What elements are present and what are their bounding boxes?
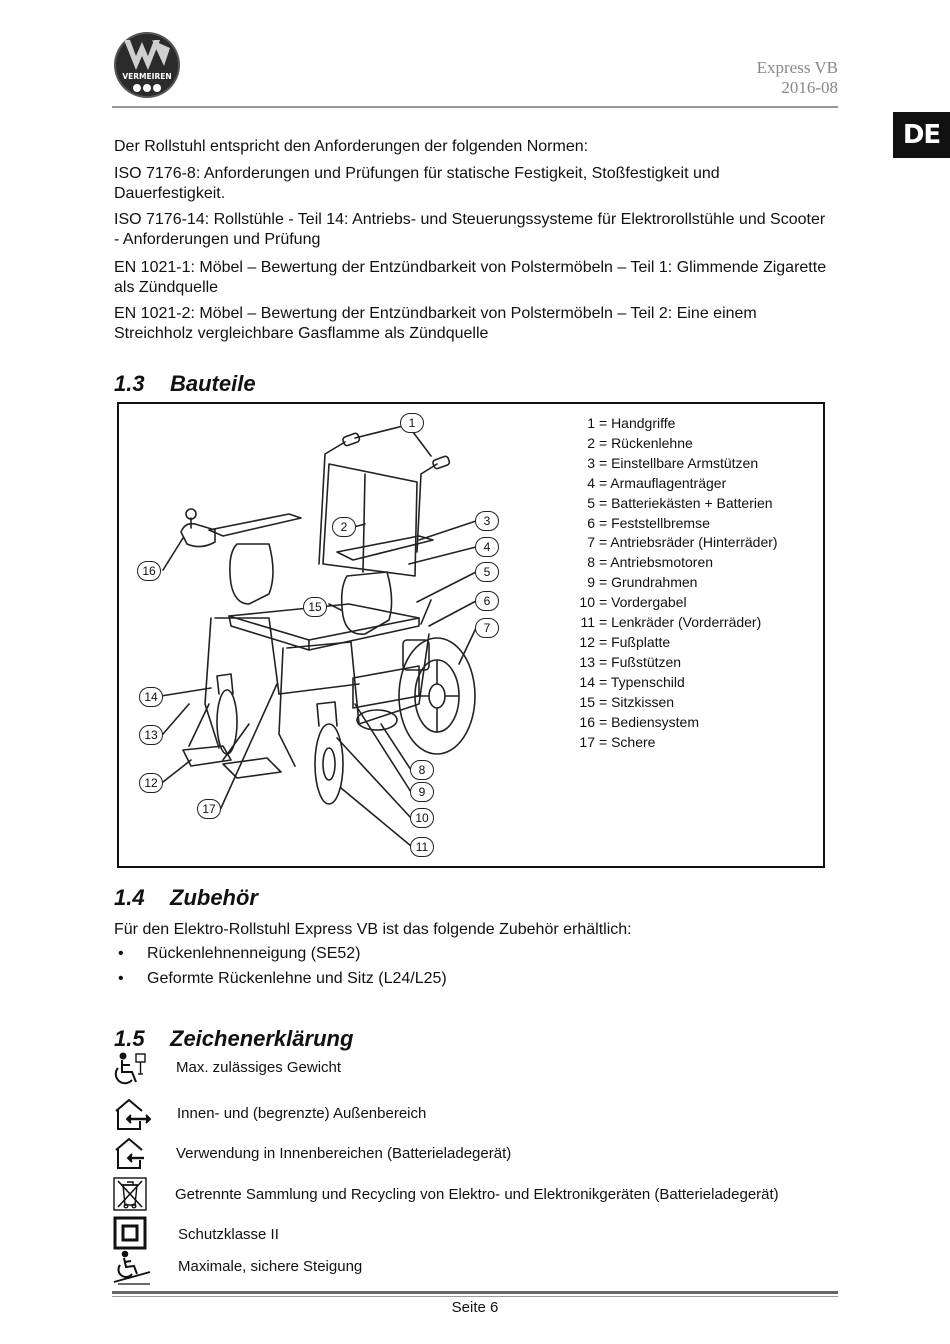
- callout-7: 7: [475, 618, 499, 638]
- document-title: Express VB: [756, 58, 838, 77]
- document-date: 2016-08: [781, 78, 838, 97]
- legend-item: 5 = Batteriekästen + Batterien: [587, 494, 773, 511]
- section-heading-zubehoer: [114, 885, 258, 911]
- callout-8: 8: [410, 760, 434, 780]
- section-heading-zeichenerklaerung: [114, 1026, 353, 1052]
- legend-item: 4 = Armauflagenträger: [587, 474, 727, 491]
- callout-10: 10: [410, 808, 434, 828]
- norm-en-1021-1: EN 1021-1: Möbel – Bewertung der Entzündbarkeit von Polstermöbeln – Teil 1: Glimmende Zigarette als Zündquelle: [114, 259, 827, 296]
- footer-divider-thin: [112, 1296, 838, 1297]
- norm-iso-7176-14: ISO 7176-14: Rollstühle - Teil 14: Antriebs- und Steuerungssysteme für Elektrorollstühle und Scooter - Anforderungen und Prüfung: [114, 211, 826, 248]
- svg-text:VERMEIREN: VERMEIREN: [122, 72, 172, 81]
- section-number: 1.4: [114, 885, 145, 910]
- footer-divider: [112, 1291, 838, 1294]
- symbol-label: Max. zulässiges Gewicht: [176, 1059, 342, 1076]
- indoor-only-icon: [112, 1136, 150, 1172]
- max-slope-icon: [112, 1250, 150, 1286]
- callout-3: 3: [475, 511, 499, 531]
- section-number: 1.3: [114, 371, 145, 396]
- accessories-intro: Für den Elektro-Rollstuhl Express VB ist das folgende Zubehör erhältlich:: [114, 921, 632, 938]
- legend-item: 8 = Antriebsmotoren: [587, 554, 714, 571]
- norm-en-1021-2: EN 1021-2: Möbel – Bewertung der Entzündbarkeit von Polstermöbeln – Teil 2: Eine einem Streichholz vergleichbare Gasflamme als Zündquelle: [114, 305, 757, 342]
- callout-2: 2: [332, 517, 356, 537]
- legend-item: 1 = Handgriffe: [587, 415, 676, 431]
- legend-item: 10 = Vordergabel: [579, 594, 687, 611]
- section-title: Zubehör: [170, 885, 258, 910]
- protection-class-ii-icon: [112, 1216, 150, 1252]
- norm-iso-7176-8: ISO 7176-8: Anforderungen und Prüfungen für statische Festigkeit, Stoßfestigkeit und Dauerfestigkeit.: [114, 165, 720, 202]
- callout-15: 15: [303, 597, 327, 617]
- symbol-label: Verwendung in Innenbereichen (Batterieladegerät): [176, 1145, 512, 1162]
- section-number: 1.5: [114, 1026, 145, 1051]
- section-title: Bauteile: [170, 371, 256, 396]
- legend-item: 11 = Lenkräder (Vorderräder): [580, 614, 762, 631]
- callout-6: 6: [475, 591, 499, 611]
- symbol-label: Maximale, sichere Steigung: [178, 1258, 363, 1275]
- legend-item: 14 = Typenschild: [579, 673, 685, 690]
- callout-11: 11: [410, 837, 434, 857]
- legend-item: 15 = Sitzkissen: [579, 693, 675, 710]
- callout-5: 5: [475, 562, 499, 582]
- callout-13: 13: [139, 725, 163, 745]
- weee-bin-icon: [112, 1176, 150, 1212]
- symbol-label: Innen- und (begrenzte) Außenbereich: [177, 1105, 427, 1122]
- callout-14: 14: [139, 687, 163, 707]
- page-number: Seite 6: [451, 1299, 499, 1316]
- header-divider: [112, 106, 838, 108]
- legend-item: 16 = Bediensystem: [579, 713, 699, 730]
- callout-4: 4: [475, 537, 499, 557]
- norms-intro: Der Rollstuhl entspricht den Anforderungen der folgenden Normen:: [114, 138, 589, 155]
- vermeiren-logo: [112, 30, 182, 100]
- callout-12: 12: [139, 773, 163, 793]
- legend-item: 13 = Fußstützen: [579, 653, 682, 670]
- indoor-outdoor-icon: [112, 1097, 150, 1133]
- callout-17: 17: [197, 799, 221, 819]
- language-tab: DE: [893, 112, 950, 158]
- legend-item: 12 = Fußplatte: [579, 633, 671, 650]
- callout-9: 9: [410, 782, 434, 802]
- legend-item: 3 = Einstellbare Armstützen: [587, 454, 759, 471]
- symbol-label: Getrennte Sammlung und Recycling von Elektro- und Elektronikgeräten (Batterieladegerät): [175, 1186, 779, 1203]
- legend-item: 6 = Feststellbremse: [587, 514, 710, 531]
- bullet-marker: •: [118, 945, 124, 962]
- legend-item: 17 = Schere: [579, 733, 656, 750]
- accessory-item: Geformte Rückenlehne und Sitz (L24/L25): [147, 970, 447, 987]
- section-title: Zeichenerklärung: [170, 1026, 354, 1051]
- bullet-marker: •: [118, 970, 124, 987]
- legend-item: 2 = Rückenlehne: [587, 434, 693, 451]
- section-heading-bauteile: [114, 371, 256, 397]
- callout-16: 16: [137, 561, 161, 581]
- callout-1: 1: [400, 413, 424, 433]
- components-legend: [562, 414, 778, 752]
- symbol-label: Schutzklasse II: [178, 1226, 279, 1243]
- wheelchair-weight-icon: [112, 1052, 150, 1088]
- legend-item: 7 = Antriebsräder (Hinterräder): [587, 534, 778, 551]
- legend-item: 9 = Grundrahmen: [587, 574, 698, 591]
- accessory-item: Rückenlehnenneigung (SE52): [147, 945, 361, 962]
